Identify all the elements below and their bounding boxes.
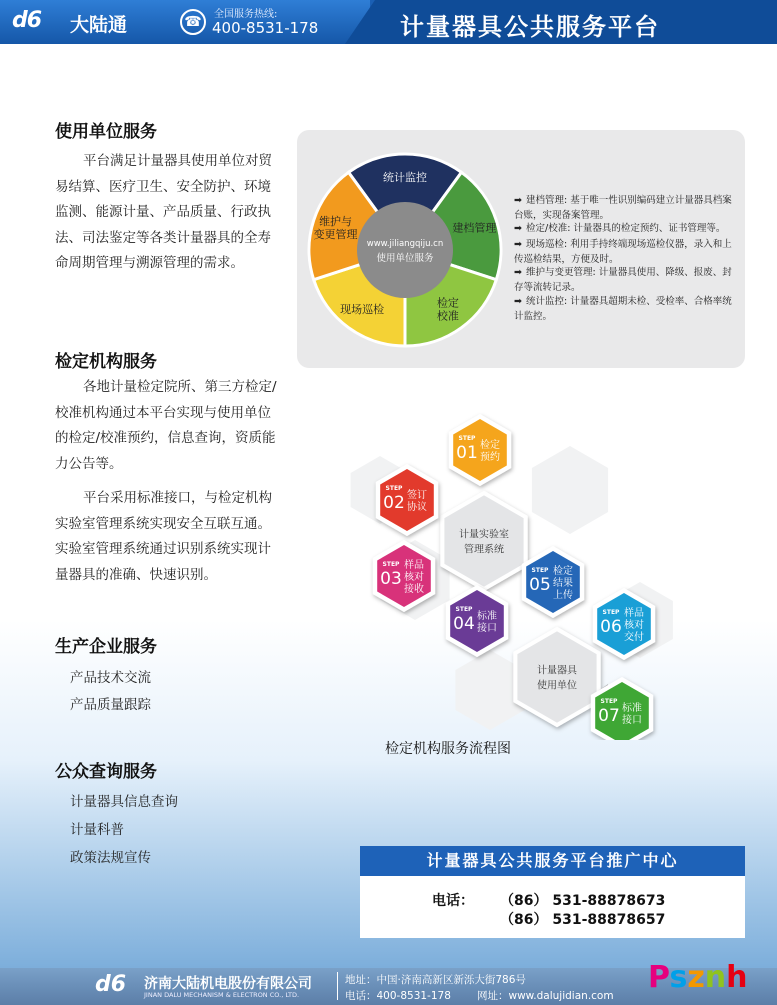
step-number: 01 [456, 443, 478, 463]
footer-company: 济南大陆机电股份有限公司 [144, 976, 312, 992]
producer-item: 产品技术交流 [70, 670, 151, 686]
footer-company-en: JINAN DALU MECHANISM & ELECTRON CO., LTD. [144, 991, 300, 999]
inspection-service-body2: 平台采用标准接口，与检定机构实验室管理系统实现安全互联互通。实验室管理系统通过识别系统实现计量器具的准确、快速识别。 [55, 490, 272, 583]
hub-lab-system [442, 493, 525, 589]
public-item: 计量器具信息查询 [70, 794, 178, 810]
footer-tel: 电话：400-8531-178 [345, 990, 451, 1002]
step-label: 结果 [553, 578, 573, 589]
watermark-logo [648, 960, 748, 995]
wheel-segment-label: 现场巡检 [340, 303, 385, 317]
service-wheel [305, 150, 505, 350]
wheel-description-item [514, 193, 739, 223]
description-label: 检定/校准: [526, 223, 571, 234]
step-label: 核对 [624, 620, 644, 631]
wheel-segment-label: 统计监控 [383, 171, 427, 184]
inspection-flow-diagram [340, 410, 680, 740]
step-number: 03 [380, 569, 402, 589]
arrow-icon: ➡ [514, 296, 522, 307]
wheel-center [357, 202, 453, 298]
step-label: 协议 [407, 502, 427, 513]
step-number: 05 [529, 575, 551, 595]
description-label: 现场巡检: [526, 239, 568, 250]
step-label: 接口 [622, 715, 642, 726]
arrow-icon: ➡ [514, 223, 522, 234]
step-number: 02 [383, 493, 405, 513]
tel-label: 电话： [432, 893, 474, 909]
inspection-service-text1 [55, 375, 277, 477]
producer-service-heading: 生产企业服务 [55, 637, 157, 657]
arrow-icon: ➡ [514, 267, 522, 278]
step-label: 核对 [404, 572, 424, 583]
step-word: STEP [602, 609, 620, 616]
description-label: 建档管理: [526, 195, 568, 206]
wheel-description-item [514, 294, 739, 324]
step-word: STEP [455, 606, 473, 613]
step-number: 06 [600, 617, 622, 637]
flow-caption: 检定机构服务流程图 [385, 741, 511, 757]
tel-number-1: （86） 531-88878673 [500, 893, 666, 909]
footer-address: 地址：中国·济南高新区新泺大街786号 [345, 974, 526, 986]
description-text: 计量器具使用、降级、报废、封存等流转记录。 [514, 267, 732, 293]
page-title: 计量器具公共服务平台 [400, 13, 660, 41]
hub-label: 管理系统 [464, 544, 504, 556]
step-word: STEP [600, 698, 618, 705]
inspection-service-heading: 检定机构服务 [55, 352, 157, 372]
step-label: 标准 [622, 703, 642, 714]
footer-logo-mark: d6 [95, 972, 127, 997]
wheel-segment-label: 变更管理 [313, 227, 358, 241]
step-word: STEP [531, 567, 549, 574]
background-hex [532, 446, 608, 534]
description-label: 统计监控: [526, 296, 568, 307]
contact-title: 计量器具公共服务平台推广中心 [360, 846, 745, 876]
watermark-char: z [687, 960, 705, 995]
arrow-icon: ➡ [514, 239, 522, 250]
step-number: 04 [453, 614, 475, 634]
footer-divider [337, 972, 338, 1000]
public-service-heading: 公众查询服务 [55, 762, 157, 782]
wheel-description-item [514, 221, 739, 236]
wheel-center-label: 使用单位服务 [376, 253, 434, 264]
step-label: 交付 [624, 632, 644, 643]
step-label: 标准 [477, 611, 497, 622]
public-item: 计量科普 [70, 822, 124, 838]
footer-web: 网址：www.dalujidian.com [477, 990, 614, 1002]
phone-icon: ☎ [180, 9, 206, 35]
wheel-segment-label: 校准 [436, 309, 459, 323]
flow-step-05 [522, 546, 584, 618]
hub-user-unit [515, 629, 598, 725]
user-service-body: 平台满足计量器具使用单位对贸易结算、医疗卫生、安全防护、环境监测、能源计量、产品质量、行政执法、司法鉴定等各类计量器具的全寿命周期管理与溯源管理的需求。 [55, 153, 272, 271]
inspection-service-text2 [55, 486, 277, 588]
flow-step-04 [446, 585, 508, 657]
logo-mark: d6 [12, 8, 42, 33]
step-label: 检定 [480, 440, 500, 451]
hotline-number: 400-8531-178 [212, 19, 319, 37]
step-label: 样品 [404, 560, 424, 571]
description-label: 维护与变更管理: [526, 267, 596, 278]
producer-item: 产品质量跟踪 [70, 697, 151, 713]
hub-label: 使用单位 [537, 680, 577, 692]
flow-step-01 [449, 414, 511, 486]
step-word: STEP [458, 435, 476, 442]
hotline-label: 全国服务热线: [214, 9, 278, 20]
wheel-center-url: www.jiliangqiju.cn [366, 239, 444, 249]
wheel-segment-label: 维护与 [319, 214, 353, 228]
wheel-description-item [514, 265, 739, 295]
step-number: 07 [598, 706, 620, 726]
logo-text: 大陆通 [70, 14, 128, 36]
wheel-segment-label: 检定 [436, 296, 459, 310]
user-service-heading: 使用单位服务 [55, 122, 157, 142]
description-text: 利用手持终端现场巡检仪器，录入和上传巡检结果，方便及时。 [514, 239, 732, 265]
wheel-description-item [514, 237, 739, 267]
step-label: 接收 [404, 584, 424, 595]
watermark-char: s [669, 960, 688, 995]
step-word: STEP [382, 561, 400, 568]
step-label: 预约 [480, 452, 500, 463]
description-text: 基于唯一性识别编码建立计量器具档案台账，实现备案管理。 [514, 195, 732, 221]
step-label: 签订 [407, 490, 427, 501]
step-label: 上传 [553, 590, 573, 601]
tel-number-2: （86） 531-88878657 [500, 912, 666, 928]
public-item: 政策法规宣传 [70, 850, 151, 866]
description-text: 计量器具超期未检、受检率、合格率统计监控。 [514, 296, 732, 322]
watermark-char: h [726, 960, 748, 995]
user-service-text [55, 149, 277, 277]
watermark-char: P [648, 960, 670, 995]
arrow-icon: ➡ [514, 195, 522, 206]
wheel-segment-label: 建档管理 [452, 221, 497, 235]
step-label: 样品 [624, 608, 644, 619]
step-label: 接口 [477, 623, 497, 634]
description-text: 计量器具的检定预约、证书管理等。 [570, 223, 726, 234]
inspection-service-body1: 各地计量检定院所、第三方检定/校准机构通过本平台实现与使用单位的检定/校准预约，信息查询，资质能力公告等。 [55, 379, 277, 472]
step-label: 检定 [553, 566, 573, 577]
step-word: STEP [385, 485, 403, 492]
watermark-char: n [704, 960, 727, 995]
hub-label: 计量实验室 [459, 529, 509, 541]
hub-label: 计量器具 [537, 665, 577, 677]
